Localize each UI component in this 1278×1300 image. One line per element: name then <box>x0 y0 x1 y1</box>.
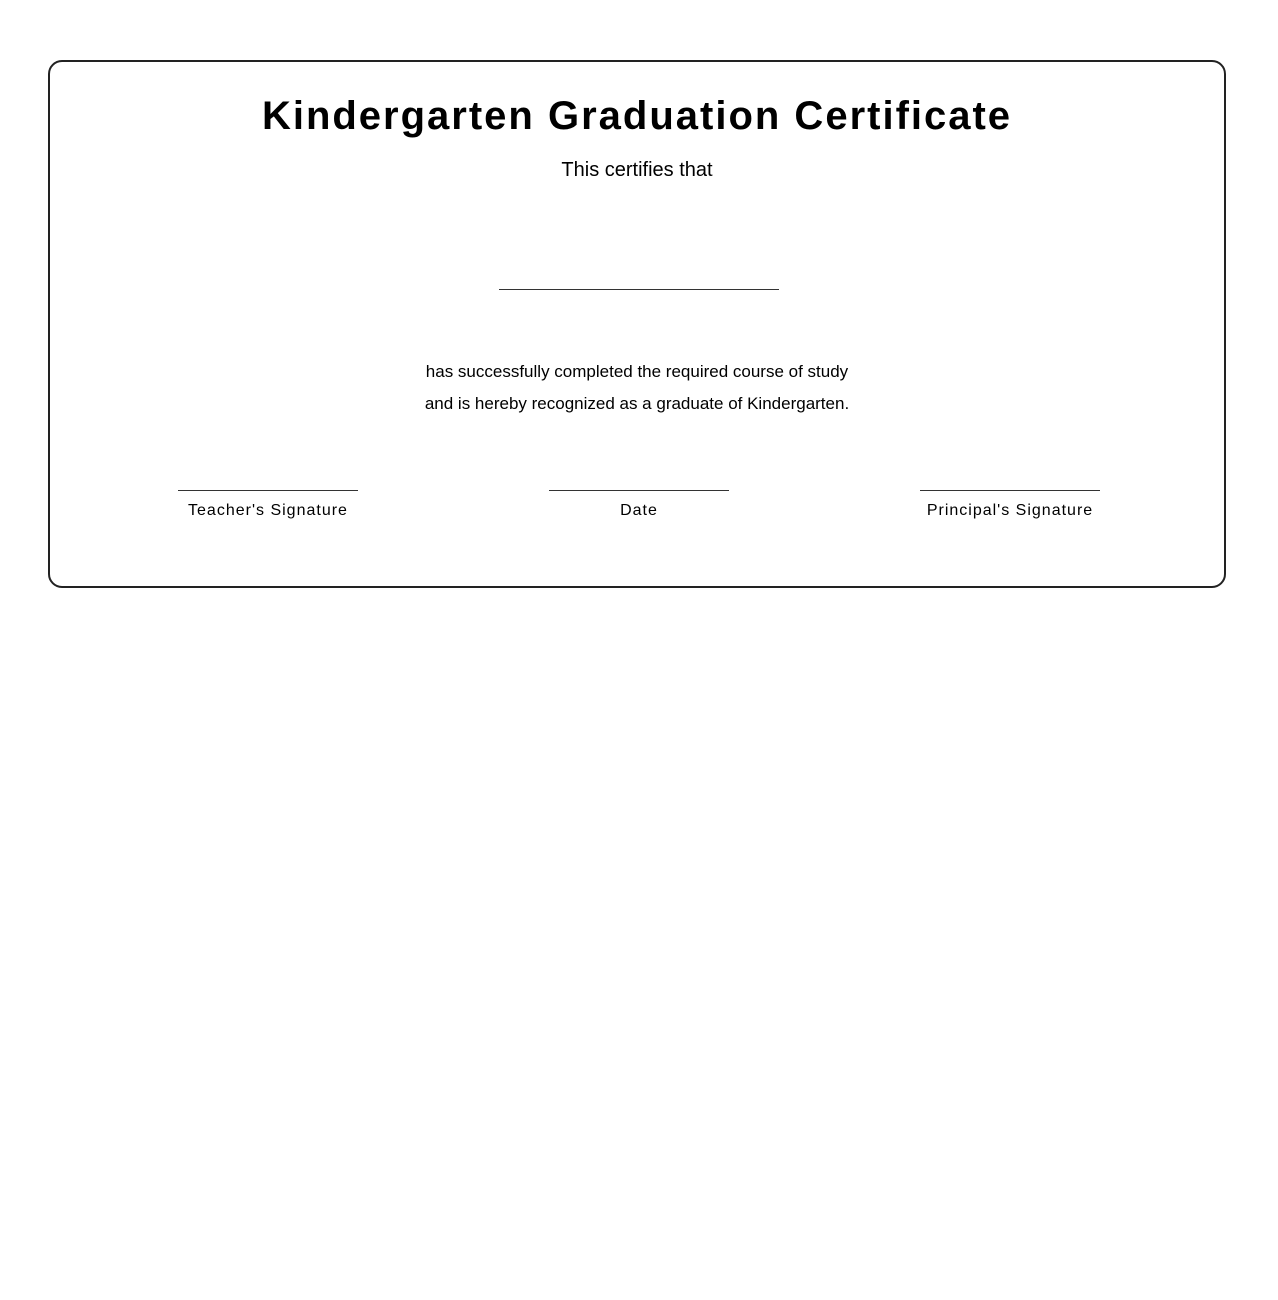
certificate-intro: This certifies that <box>561 159 713 181</box>
date-signature-line <box>549 490 729 491</box>
teacher-signature-block <box>178 490 358 521</box>
certificate-frame <box>48 60 1226 588</box>
teacher-signature-label: Teacher's Signature <box>188 502 348 519</box>
principal-signature-label: Principal's Signature <box>926 502 1094 519</box>
certificate-body-line-1: has successfully completed the required course of study <box>425 362 849 381</box>
date-signature-label: Date <box>620 502 658 519</box>
certificate-body <box>50 356 1224 420</box>
recipient-name-line <box>499 289 779 290</box>
principal-signature-block <box>920 490 1100 521</box>
date-signature-block <box>549 490 729 521</box>
certificate-title: Kindergarten Graduation Certificate <box>261 94 1013 138</box>
teacher-signature-line <box>178 490 358 491</box>
principal-signature-line <box>920 490 1100 491</box>
certificate-body-line-2: and is hereby recognized as a graduate of Kindergarten. <box>424 394 850 413</box>
